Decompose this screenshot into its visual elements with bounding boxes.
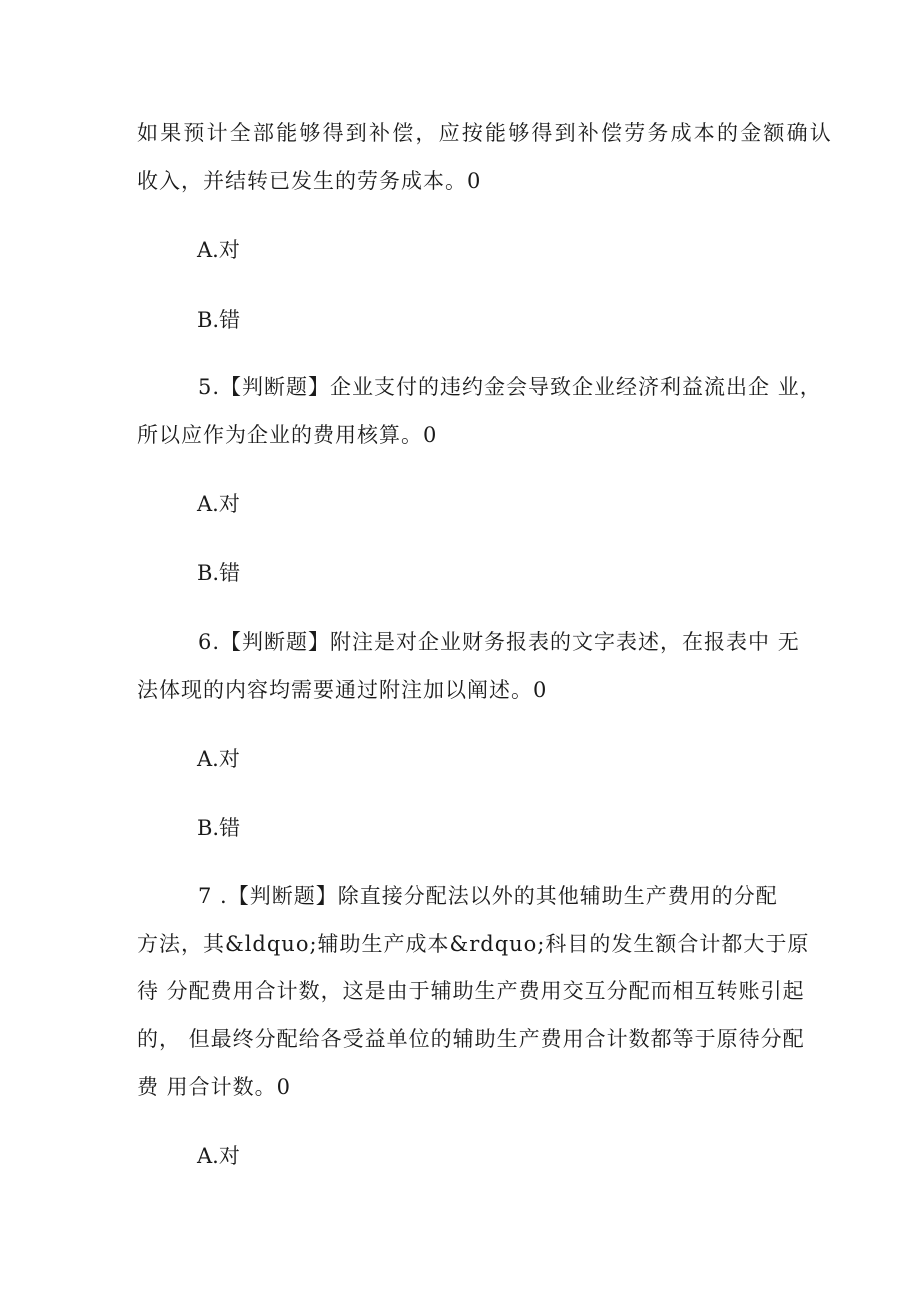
q4-option-a: A.对 — [197, 238, 240, 262]
q7-text-line-3: 待 分配费用合计数，这是由于辅助生产费用交互分配而相互转账引起 — [137, 979, 805, 1003]
q7-text-line-1: 7 .【判断题】除直接分配法以外的其他辅助生产费用的分配 — [198, 884, 778, 908]
q7-text-line-4: 的， 但最终分配给各受益单位的辅助生产费用合计数都等于原待分配 — [137, 1027, 805, 1051]
q5-option-a: A.对 — [197, 492, 240, 516]
q6-option-a: A.对 — [197, 747, 240, 771]
q7-option-a: A.对 — [197, 1144, 240, 1168]
q7-text-line-2: 方法，其&ldquo;辅助生产成本&rdquo;科目的发生额合计都大于原 — [137, 932, 810, 956]
q6-text-line-2: 法体现的内容均需要通过附注加以阐述。0 — [137, 678, 548, 702]
q7-text-line-5: 费 用合计数。0 — [137, 1075, 292, 1099]
q5-option-b: B.错 — [197, 561, 241, 585]
q6-option-b: B.错 — [197, 816, 241, 840]
q4-text-line-2: 收入，并结转已发生的劳务成本。0 — [137, 169, 482, 193]
q6-text-line-1: 6.【判断题】附注是对企业财务报表的文字表述，在报表中 无 — [198, 630, 800, 654]
q4-text-line-1: 如果预计全部能够得到补偿，应按能够得到补偿劳务成本的金额确认 — [137, 121, 833, 145]
q4-option-b: B.错 — [197, 308, 241, 332]
q5-text-line-2: 所以应作为企业的费用核算。0 — [137, 423, 438, 447]
q5-text-line-1: 5.【判断题】企业支付的违约金会导致企业经济利益流出企 业， — [198, 375, 822, 399]
